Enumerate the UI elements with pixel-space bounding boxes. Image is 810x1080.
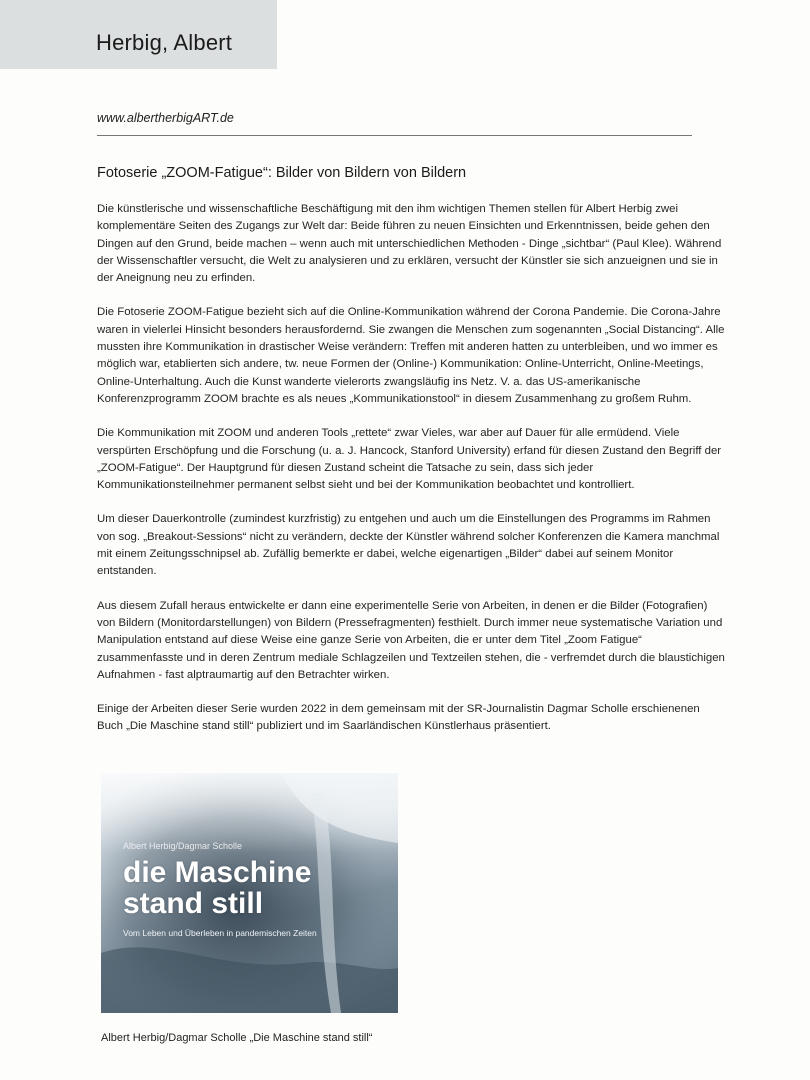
- paragraph: Aus diesem Zufall heraus entwickelte er dann eine experimentelle Serie von Arbeiten, in denen er die Bilder (Fotografien) von Bildern (Monitordarstellungen) von Bildern (Pressefragmenten) festhielt. Durch immer neue systematische Variation und Manipulation entstand auf diese Weise eine ganze Serie von Arbeiten, die er unter dem Titel „Zoom Fatigue“ zusammenfasste und in deren Zentrum mediale Schlagzeilen und Textzeilen stehen, die - verfremdet durch die blaustichigen Aufnahmen - fast alptraumartig auf den Betrachter wirken.: [97, 599, 725, 681]
- paragraph: Die künstlerische und wissenschaftliche Beschäftigung mit den ihm wichtigen Themen stellen für Albert Herbig zwei komplementäre Seiten des Zugangs zur Welt dar: Beide führen zu neuen Einsichten und Erkenntnissen, beide gehen den Dingen auf den Grund, beide machen – wenn auch mit unterschiedlichen Methoden - Dinge „sichtbar“ (Paul Klee). Während der Wissenschaftler versucht, die Welt zu analysieren und zu erklären, versucht der Künstler sie sich anzueignen und sie in der Aneignung neu zu erfinden.: [97, 203, 722, 285]
- page-title: Herbig, Albert: [96, 30, 233, 55]
- divider: [97, 135, 692, 136]
- article-body: [97, 201, 725, 753]
- image-caption: Albert Herbig/Dagmar Scholle „Die Maschine stand still“: [101, 1032, 373, 1044]
- book-authors: Albert Herbig/Dagmar Scholle: [123, 841, 243, 851]
- website-link[interactable]: www.albertherbigART.de: [97, 111, 234, 125]
- paragraph: Die Kommunikation mit ZOOM und anderen Tools „rettete“ zwar Vieles, war aber auf Dauer für alle ermüdend. Viele verspürten Erschöpfung und die Forschung (u. a. J. Hancock, Stanford University) erfand für diesen Zustand den Begriff der „ZOOM-Fatigue“. Der Hauptgrund für diesen Zustand scheint die Tatsache zu sein, dass sich jeder Kommunikationsteilnehmer permanent selbst sieht und bei der Kommunikation beobachtet und kontrolliert.: [97, 427, 722, 492]
- book-subtitle: Vom Leben und Überleben in pandemischen Zeiten: [123, 928, 317, 938]
- book-cover-image: [101, 773, 398, 1013]
- article-title: Fotoserie „ZOOM-Fatigue“: Bilder von Bildern von Bildern: [97, 165, 467, 181]
- paragraph: Die Fotoserie ZOOM-Fatigue bezieht sich auf die Online-Kommunikation während der Corona Pandemie. Die Corona-Jahre waren in vielerlei Hinsicht besonders herausfordernd. Sie zwangen die Menschen zum sogenannten „Social Distancing“. Alle mussten ihre Kommunikation in drastischer Weise verändern: Treffen mit anderen hatten zu unterbleiben, und wo immer es möglich war, etablierten sich andere, tw. neue Formen der (Online-) Kommunikation: Online-Unterricht, Online-Meetings, Online-Unterhaltung. Auch die Kunst wanderte vielerorts zwangsläufig ins Netz. V. a. das US-amerikanische Konferenzprogramm ZOOM brachte es als neues „Kommunikationstool“ in diesem Zusammenhang zu großem Ruhm.: [97, 306, 725, 405]
- paragraph: Um dieser Dauerkontrolle (zumindest kurzfristig) zu entgehen und auch um die Einstellungen des Programms im Rahmen von sog. „Breakout-Sessions“ nicht zu verändern, deckte der Künstler während solcher Konferenzen die Kamera manchmal mit einem Zeitungsschnipsel ab. Zufällig bemerkte er dabei, welche eigenartigen „Bilder“ dabei auf seinem Monitor entstanden.: [97, 513, 720, 578]
- book-title-line-2: stand still: [123, 887, 264, 920]
- book-title-line-1: die Maschine: [123, 856, 312, 889]
- paragraph: Einige der Arbeiten dieser Serie wurden 2022 in dem gemeinsam mit der SR-Journalistin Dagmar Scholle erschienenen Buch „Die Maschine stand still“ publiziert und im Saarländischen Künstlerhaus präsentiert.: [97, 703, 700, 733]
